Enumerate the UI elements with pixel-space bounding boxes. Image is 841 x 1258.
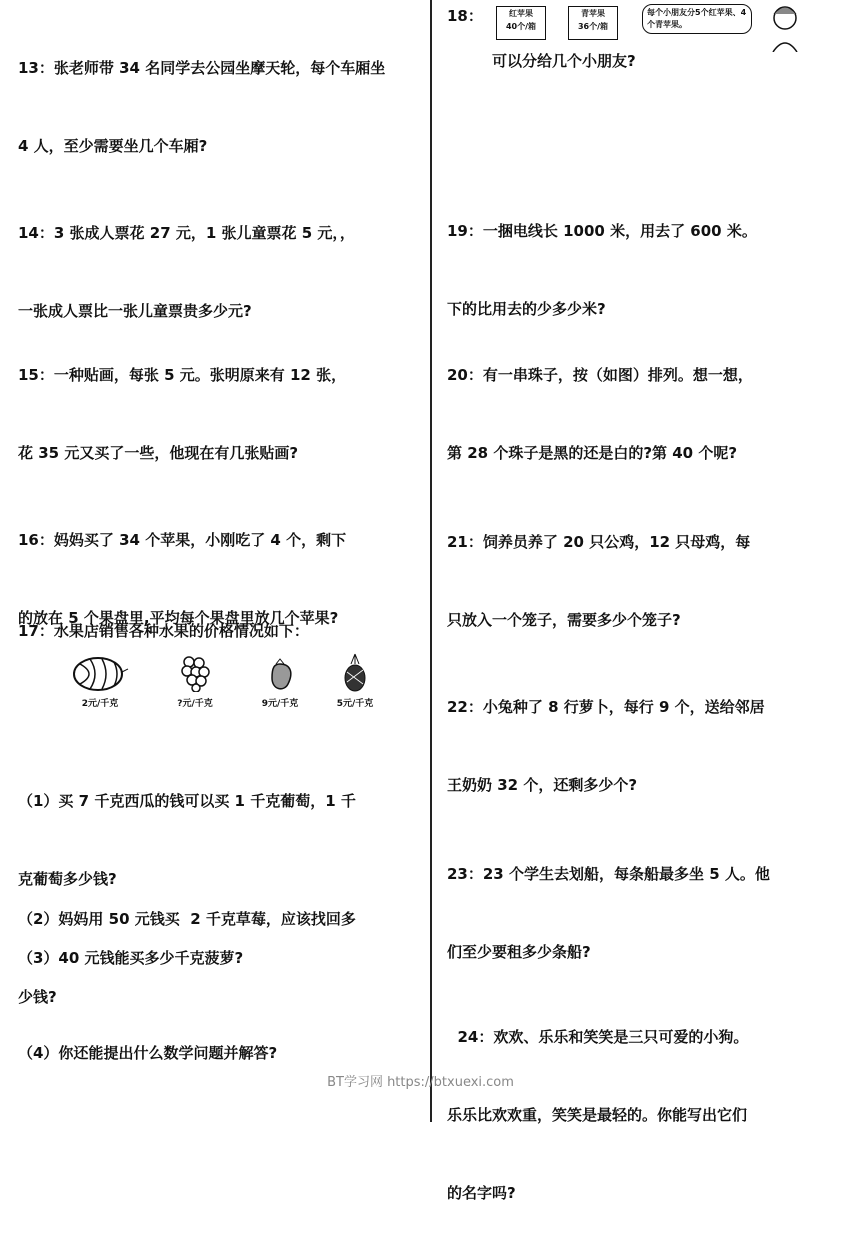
text-line: （2）妈妈用 50 元钱买 2 千克草莓，应该找回多 (18, 910, 356, 928)
box-label: 红苹果 (509, 9, 533, 18)
column-divider (430, 0, 432, 1122)
text-line: 24：欢欢、乐乐和笑笑是三只可爱的小狗。 (447, 1028, 749, 1046)
text-line: 14：3 张成人票花 27 元，1 张儿童票花 5 元，， (18, 224, 355, 242)
text-line: 克葡萄多少钱? (18, 870, 117, 888)
fruit-grapes (155, 652, 235, 709)
text-line: 20：有一串珠子，按（如图）排列。想一想， (447, 366, 753, 384)
green-apple-box (568, 6, 618, 40)
watermark-footer: BT学习网 https://btxuexi.com (327, 1075, 514, 1090)
text-line: 王奶奶 32 个，还剩多少个? (447, 776, 638, 794)
price-label: 2元/千克 (81, 699, 119, 709)
text-line: 只放入一个笼子，需要多少个笼子? (447, 611, 681, 629)
text-line: 13：张老师带 34 名同学去公园坐摩天轮，每个车厢坐 (18, 59, 386, 77)
question-17-sub3: （3）40 元钱能买多少千克菠萝? (18, 949, 244, 967)
text-line: 乐乐比欢欢重，笑笑是最轻的。你能写出它们 (447, 1106, 748, 1124)
question-18-number: 18： (447, 7, 483, 25)
box-label: 青苹果 (581, 9, 605, 18)
text-line: 22：小兔种了 8 行萝卜，每行 9 个，送给邻居 (447, 698, 765, 716)
question-17-title: 17：水果店销售各种水果的价格情况如下： (18, 622, 309, 640)
watermelon-icon (70, 652, 130, 692)
grapes-icon (175, 652, 215, 692)
price-label: ?元/千克 (177, 699, 213, 709)
text-line: 们至少要租多少条船? (447, 943, 591, 961)
fruit-pineapple (315, 652, 395, 709)
fruit-strawberry (240, 652, 320, 709)
box-quantity: 36个/箱 (577, 22, 609, 31)
child-figure-icon (765, 2, 805, 52)
text-line: 一张成人票比一张儿童票贵多少元? (18, 302, 252, 320)
text-line: 第 28 个珠子是黑的还是白的?第 40 个呢? (447, 444, 738, 462)
text-line: 的放在 5 个果盘里,平均每个果盘里放几个苹果? (18, 609, 339, 627)
text-line: 19：一捆电线长 1000 米，用去了 600 米。 (447, 222, 757, 240)
text-line: 23：23 个学生去划船，每条船最多坐 5 人。他 (447, 865, 770, 883)
text-line: 4 人，至少需要坐几个车厢? (18, 137, 208, 155)
text-line: 花 35 元又买了一些，他现在有几张贴画? (18, 444, 299, 462)
text-line: 少钱? (18, 988, 57, 1006)
text-line: 下的比用去的少多少米? (447, 300, 606, 318)
text-line: 15：一种贴画，每张 5 元。张明原来有 12 张， (18, 366, 347, 384)
text-line: 16：妈妈买了 34 个苹果，小刚吃了 4 个，剩下 (18, 531, 347, 549)
text-line: （1）买 7 千克西瓜的钱可以买 1 千克葡萄，1 千 (18, 792, 356, 810)
pineapple-icon (335, 652, 375, 692)
fruit-price-illustration (60, 652, 400, 720)
fruit-watermelon (60, 652, 140, 709)
question-24 (447, 972, 748, 1258)
strawberry-icon (260, 652, 300, 692)
red-apple-box (496, 6, 546, 40)
speech-bubble: 每个小朋友分5个红苹果、4个青苹果。 (642, 4, 752, 34)
text-line: 21：饲养员养了 20 只公鸡，12 只母鸡，每 (447, 533, 751, 551)
question-17-sub4: （4）你还能提出什么数学问题并解答? (18, 1044, 278, 1062)
question-18-text: 可以分给几个小朋友? (492, 52, 636, 70)
box-quantity: 40个/箱 (505, 22, 537, 31)
price-label: 5元/千克 (336, 699, 374, 709)
text-line: 的名字吗? (447, 1184, 516, 1202)
price-label: 9元/千克 (261, 699, 299, 709)
